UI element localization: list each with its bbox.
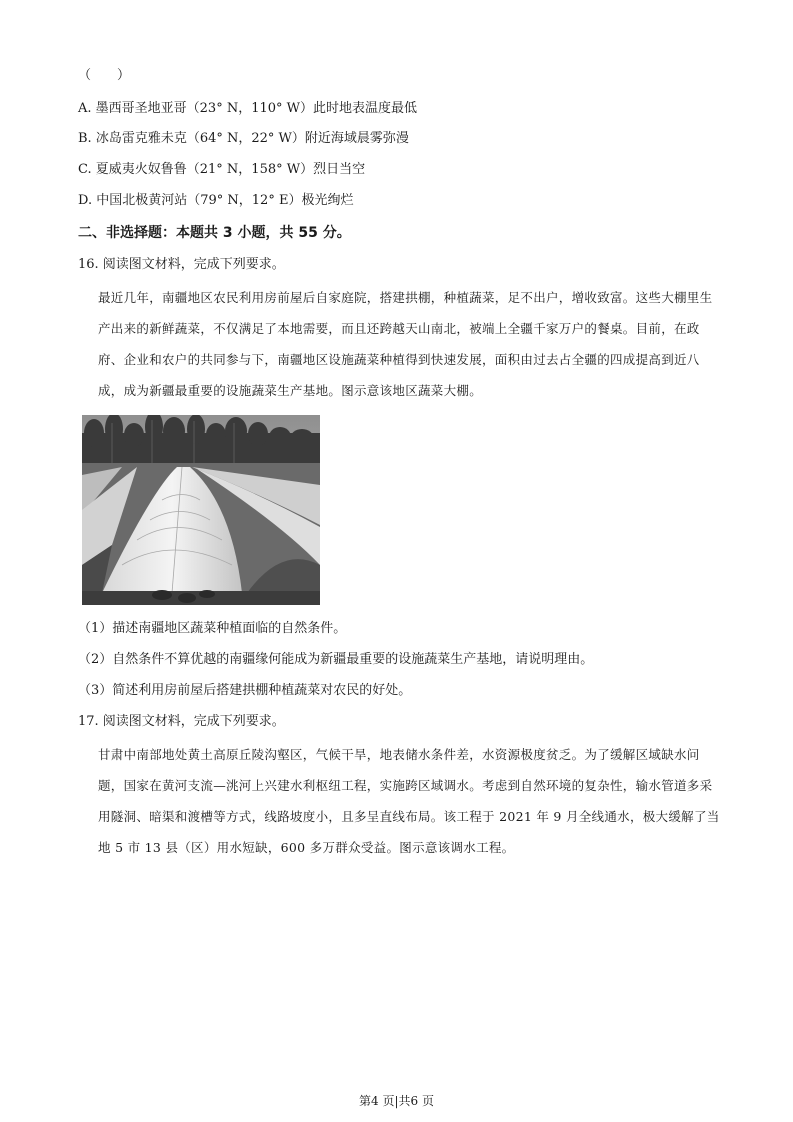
question-17-title: 17. 阅读图文材料，完成下列要求。 (78, 714, 285, 729)
question-15-bracket: （ ） (78, 68, 131, 83)
greenhouse-photo (82, 415, 320, 605)
question-16-paragraph: 最近几年，南疆地区农民利用房前屋后自家庭院，搭建拱棚，种植蔬菜，足不出户，增收致富。这些大棚里生产出来的新鲜蔬菜，不仅满足了本地需要，而且还跨越天山南北，被端上全疆千家万户的餐桌。目前，在政府、企业和农户的共同参与下，南疆地区设施蔬菜种植得到快速发展，面积由过去占全疆的四成提高到近八成，成为新疆最重要的设施蔬菜生产基地。图示意该地区蔬菜大棚。 (98, 290, 713, 398)
question-16-sub-2: （2）自然条件不算优越的南疆缘何能成为新疆最重要的设施蔬菜生产基地，请说明理由。 (78, 652, 594, 667)
question-16-sub-3: （3）简述利用房前屋后搭建拱棚种植蔬菜对农民的好处。 (78, 683, 412, 698)
option-a: A. 墨西哥圣地亚哥（23° N，110° W）此时地表温度最低 (78, 101, 418, 116)
question-17-paragraph: 甘肃中南部地处黄土高原丘陵沟壑区，气候干旱，地表储水条件差，水资源极度贫乏。为了缓解区域缺水问题，国家在黄河支流—洮河上兴建水利枢纽工程，实施跨区域调水。考虑到自然环境的复杂性，输水管道多采用隧洞、暗渠和渡槽等方式，线路坡度小，且多呈直线布局。该工程于 2021 年 9 月全线通水，极大缓解了当地 5 市 13 县（区）用水短缺，600 多万群众受益。图示意该调水工程。 (98, 747, 720, 855)
question-16-material (70, 282, 720, 406)
option-c: C. 夏威夷火奴鲁鲁（21° N，158° W）烈日当空 (78, 162, 366, 177)
question-17-material (70, 739, 720, 863)
option-b: B. 冰岛雷克雅未克（64° N，22° W）附近海域晨雾弥漫 (78, 131, 409, 146)
question-16-title: 16. 阅读图文材料，完成下列要求。 (78, 257, 285, 272)
question-16-sub-1: （1）描述南疆地区蔬菜种植面临的自然条件。 (78, 621, 347, 636)
option-d: D. 中国北极黄河站（79° N，12° E）极光绚烂 (78, 193, 354, 208)
section-heading: 二、非选择题：本题共 3 小题，共 55 分。 (78, 225, 351, 241)
page-footer: 第4 页|共6 页 (359, 1094, 434, 1108)
